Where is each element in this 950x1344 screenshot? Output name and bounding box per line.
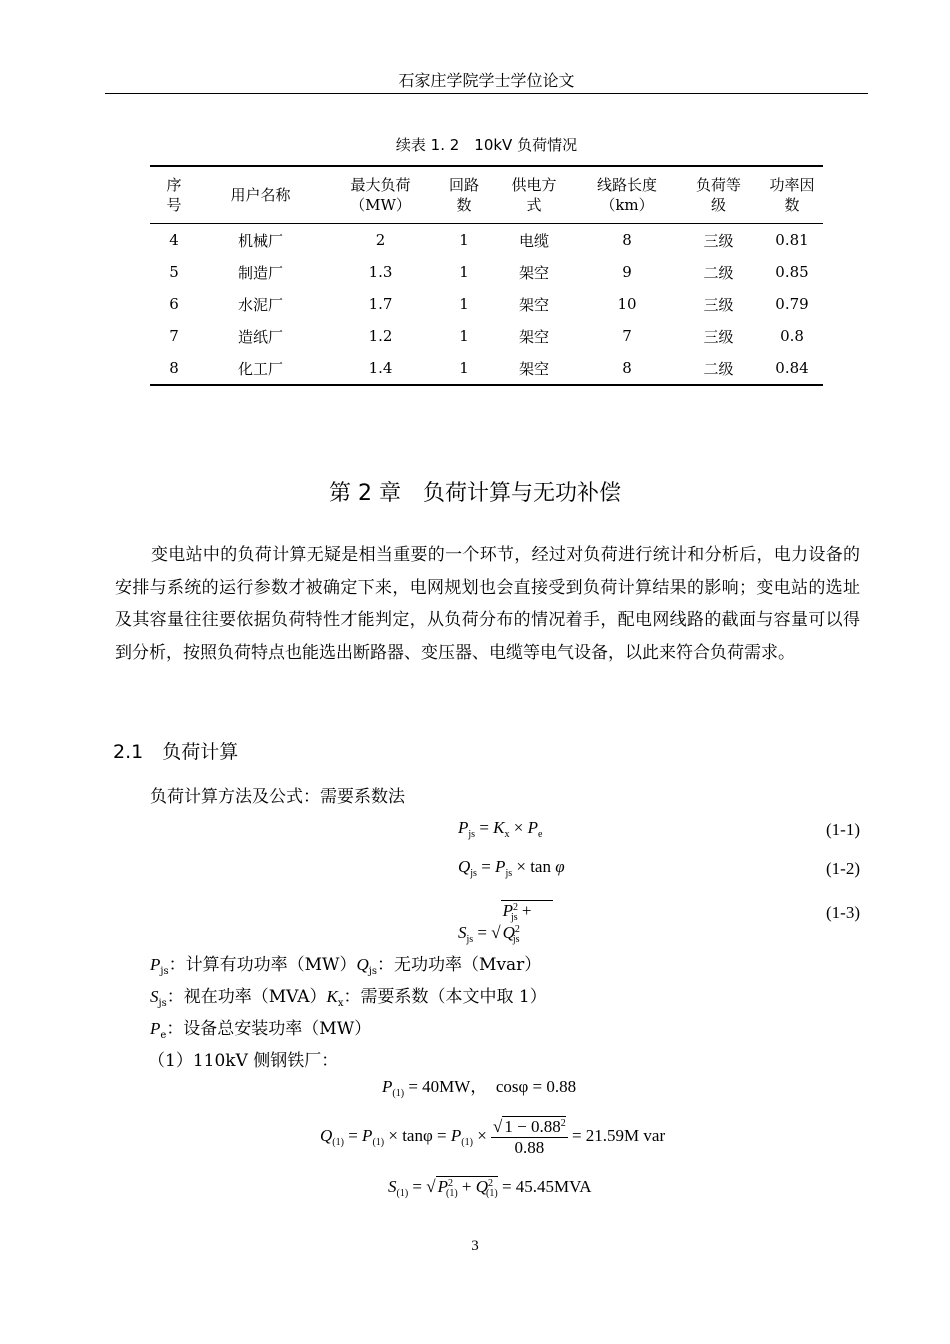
table-cell: 1 — [459, 231, 469, 249]
table-cell: 5 — [169, 263, 179, 281]
table-cell: 三级 — [703, 295, 734, 314]
table-cell: 1 — [459, 295, 469, 313]
table-cell: 8 — [578, 352, 676, 385]
intro-paragraph: 变电站中的负荷计算无疑是相当重要的一个环节，经过对负荷进行统计和分析后，电力设备的安排与系统的运行参数才被确定下来，电网规划也会直接受到负荷计算结果的影响；变电站的选址及其容量往往要依据负荷特性才能判定，从负荷分布的情况着手，配电网线路的截面与容量可以得到分析，按照负荷特点也能选出断路器、变压器、电缆等电气设备，以此来符合负荷需求。 — [115, 545, 860, 663]
col-header-supply: 供电方 式 — [490, 166, 578, 224]
table-cell: 8 — [622, 231, 632, 249]
table-cell: 架空 — [518, 295, 549, 314]
table-cell: 7 — [169, 327, 179, 345]
col-header-circuits: 回路 数 — [438, 166, 490, 224]
table-cell: 1.4 — [323, 352, 438, 385]
example-p-line: $P_{(1)} = 40MW$， cosφ = 0.88 — [382, 1077, 577, 1099]
table-cell: 架空 — [518, 327, 549, 346]
table-cell: 二级 — [703, 263, 734, 282]
table-cell: 1 — [459, 327, 469, 345]
table-cell: 三级 — [703, 231, 734, 250]
col-header-index: 序 号 — [150, 166, 198, 224]
col-header-pf: 功率因 数 — [761, 166, 823, 224]
table-cell: 水泥厂 — [237, 295, 283, 314]
table-cell: 电缆 — [518, 231, 549, 250]
table-cell: 1.3 — [368, 263, 393, 281]
equation-1-3: $S_{js} = √P^2_{js} + Q^2_{js}$ — [458, 900, 553, 945]
section-title: 2.1 负荷计算 — [113, 741, 239, 763]
table-cell: 0.85 — [775, 263, 809, 281]
example-label: （1）110kV 侧钢铁厂： — [148, 1051, 339, 1071]
table-cell: 造纸厂 — [237, 327, 283, 346]
table-cell: 1 — [459, 263, 469, 281]
table-cell: 0.79 — [775, 295, 809, 313]
table-caption: 续表 1. 2 10kV 负荷情况 — [395, 136, 578, 154]
col-header-grade: 负荷等 级 — [676, 166, 761, 224]
table-row — [150, 320, 823, 352]
table-cell: 10 — [617, 295, 637, 313]
header-rule — [105, 93, 868, 94]
table-cell: 架空 — [518, 263, 549, 282]
table-cell: 4 — [169, 231, 179, 249]
equation-number: (1-3) — [826, 903, 860, 922]
col-header-user: 用户名称 — [198, 166, 323, 224]
table-cell: 化工厂 — [198, 352, 323, 385]
table-cell: 7 — [622, 327, 632, 345]
equation-number: (1-1) — [826, 820, 860, 839]
table-cell: 二级 — [676, 352, 761, 385]
example-q-line: $Q_{(1)} = P_{(1)} \times \tan\varphi = P_{(1)}$ × $\frac{√ 1 - 0.88^2}{0.88}$ = 21.59M var — [320, 1117, 666, 1157]
table-cell: 0.8 — [780, 327, 804, 345]
equation-1-2: $Q_{js} = P_{js} \times \tan \varphi$ — [458, 857, 565, 879]
table-row — [150, 224, 823, 257]
col-header-length: 线路长度 （km） — [578, 166, 676, 224]
col-header-max-load: 最大负荷 （MW） — [323, 166, 438, 224]
table-cell: 1 — [438, 352, 490, 385]
page-number: 3 — [471, 1238, 479, 1254]
table-cell: 三级 — [703, 327, 734, 346]
table-row — [150, 352, 823, 385]
definition-line: $P_{js}$：计算有功功率$(MW)Q_{js}$：无功功率（Mvar） — [150, 955, 542, 977]
equation-1-1: $P_{js} = K_x \times P_e$ — [458, 818, 543, 840]
running-header: 石家庄学院学士学位论文 — [398, 71, 575, 90]
table-cell: 8 — [150, 352, 198, 385]
table-header-row — [150, 166, 823, 224]
table-cell: 1.7 — [368, 295, 393, 313]
method-line: 负荷计算方法及公式：需要系数法 — [150, 787, 405, 807]
definition-line: $P_e$：设备总安装功率（MW） — [150, 1019, 372, 1041]
example-s-line: $S_{(1)}$ = √ $P^2_{(1)} + Q^2_{(1)} = 45.45MVA$ — [388, 1177, 592, 1199]
table-cell: 制造厂 — [237, 263, 283, 282]
table-cell: 9 — [622, 263, 632, 281]
table-cell: 架空 — [490, 352, 578, 385]
table-cell: 6 — [169, 295, 179, 313]
table-cell: 0.84 — [761, 352, 823, 385]
chapter-title: 第 2 章 负荷计算与无功补偿 — [329, 481, 621, 506]
table-row — [150, 288, 823, 320]
table-row — [150, 256, 823, 288]
table-cell: 2 — [375, 231, 386, 249]
table-cell: 1.2 — [368, 327, 393, 345]
load-table — [150, 165, 823, 386]
equation-number: (1-2) — [826, 859, 860, 878]
definition-line: $S_{js}$：视在功率$(MVA)K_x$：需要系数（本文中取 1） — [150, 987, 547, 1009]
table-cell: 0.81 — [775, 231, 809, 249]
table-cell: 机械厂 — [237, 231, 283, 250]
